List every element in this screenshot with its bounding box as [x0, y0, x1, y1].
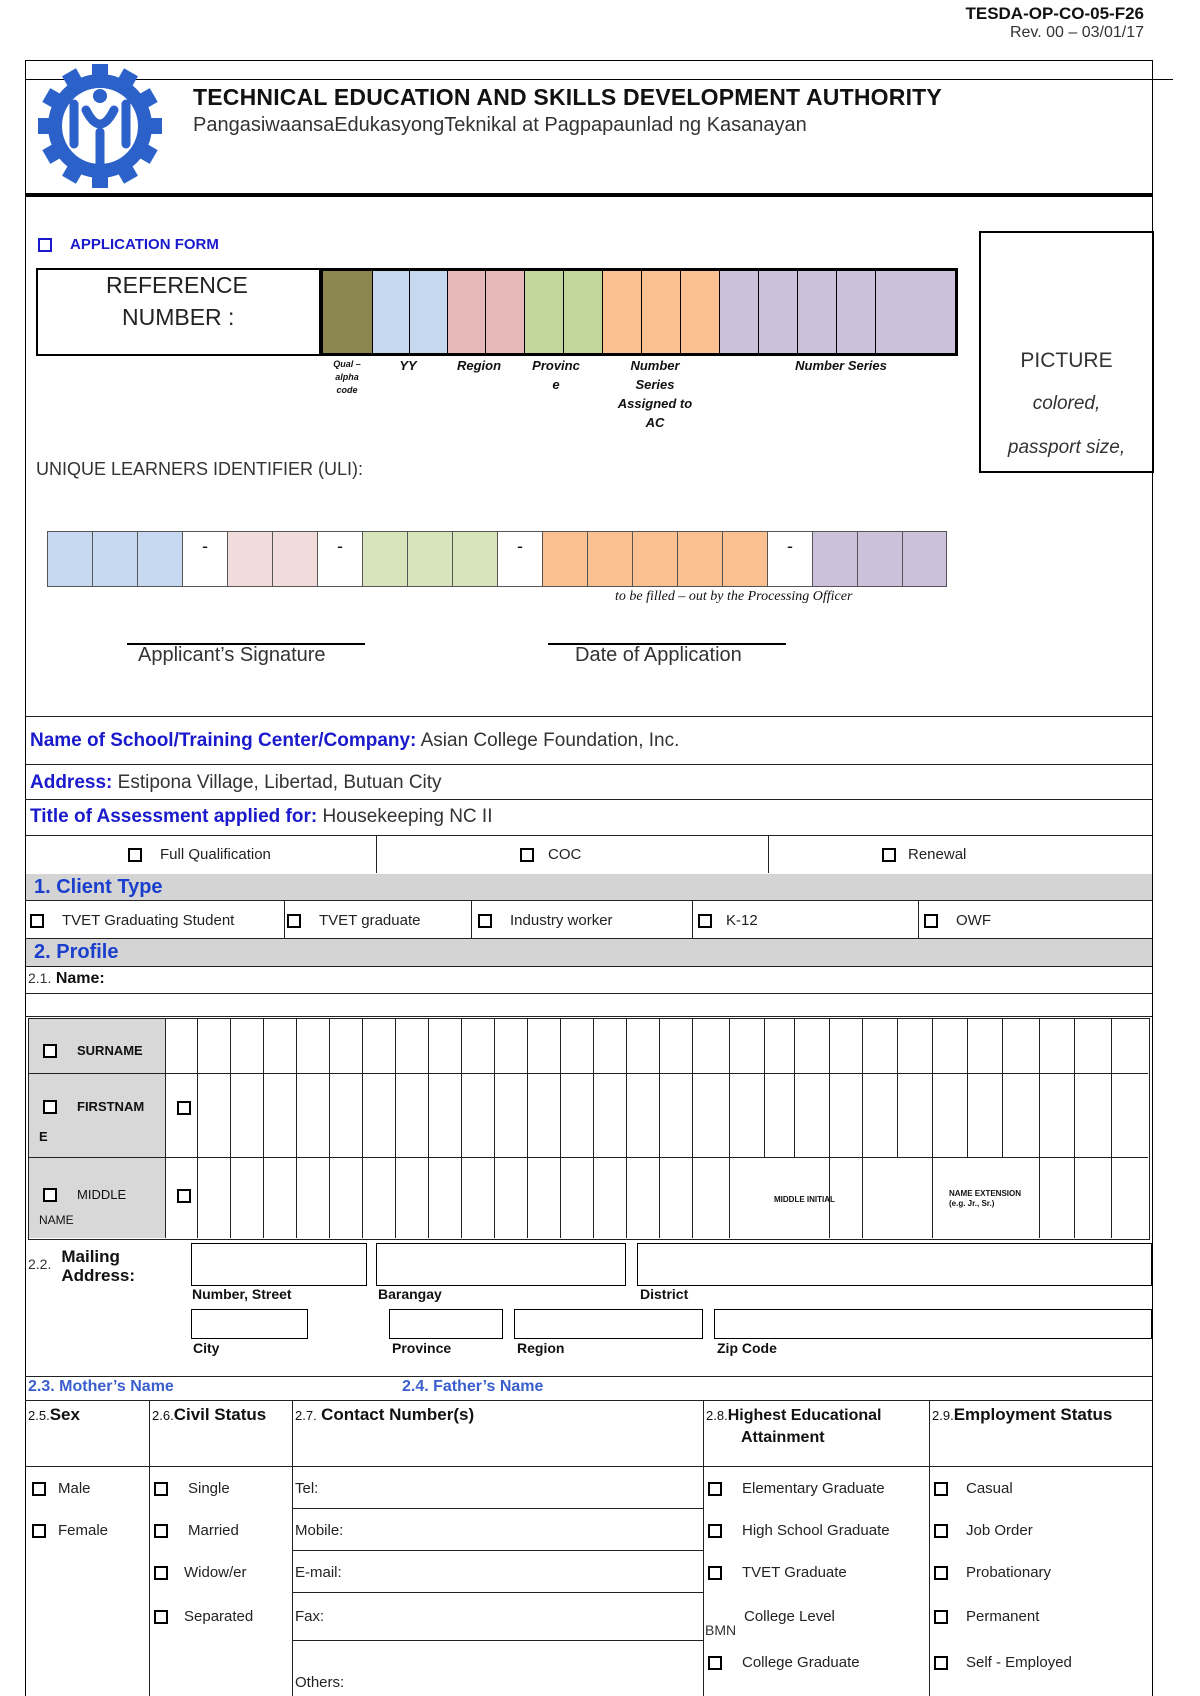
- firstname-label-b: E: [39, 1129, 48, 1144]
- contact-number: 2.7.: [295, 1408, 317, 1423]
- agency-title: TECHNICAL EDUCATION AND SKILLS DEVELOPMENT AUTHORITY: [193, 84, 942, 110]
- civil-separated-label: Separated: [184, 1608, 254, 1625]
- contact-others[interactable]: Others:: [295, 1674, 345, 1691]
- emp-permanent-checkbox[interactable]: [934, 1610, 948, 1624]
- emp-probationary-label: Probationary: [966, 1564, 1052, 1581]
- client-type-heading: 1. Client Type: [26, 874, 1152, 900]
- mail-province-label: Province: [392, 1340, 452, 1356]
- name-grid: [28, 1018, 1150, 1240]
- ref-cell-series-1[interactable]: [720, 271, 759, 353]
- edu-elementary-label: Elementary Graduate: [742, 1480, 885, 1497]
- civil-married-checkbox[interactable]: [154, 1524, 168, 1538]
- edu-college-level-label: College Level: [744, 1608, 835, 1625]
- reference-number-cells[interactable]: [320, 268, 958, 356]
- name-label: Name:: [55, 970, 105, 987]
- agency-subtitle: PangasiwaansaEdukasyongTeknikal at Pagpapaunlad ng Kasanayan: [193, 114, 807, 136]
- date-of-application-label: Date of Application: [575, 644, 742, 666]
- emp-label: Employment Status: [953, 1405, 1113, 1424]
- application-form-label: APPLICATION FORM: [70, 236, 219, 253]
- client-owf-checkbox[interactable]: [924, 914, 938, 928]
- ref-cell-yy-2[interactable]: [410, 271, 448, 353]
- ref-cell-ac-2[interactable]: [642, 271, 681, 353]
- reference-number-label-box: [36, 268, 321, 356]
- sex-male-checkbox[interactable]: [32, 1482, 46, 1496]
- edu-label-1: Highest Educational: [727, 1407, 882, 1424]
- firstname-label-a: FIRSTNAM: [77, 1099, 145, 1114]
- contact-fax[interactable]: Fax:: [295, 1608, 325, 1625]
- edu-college-graduate-label: College Graduate: [742, 1654, 860, 1671]
- mailing-label-2: Address:: [61, 1266, 136, 1285]
- ref-cell-qual[interactable]: [323, 271, 373, 353]
- mailing-number: 2.2.: [28, 1256, 52, 1272]
- uli-cell[interactable]: [453, 532, 498, 586]
- edu-highschool-checkbox[interactable]: [708, 1524, 722, 1538]
- name-extension-line2: (e.g. Jr., Sr.): [949, 1199, 995, 1208]
- uli-dash-cell-2: -: [318, 532, 363, 586]
- picture-title: PICTURE: [1020, 349, 1113, 372]
- uli-dash-cell-3: -: [498, 532, 543, 586]
- ref-cell-yy-1[interactable]: [373, 271, 410, 353]
- uli-cell[interactable]: [93, 532, 138, 586]
- ref-label-ac: Number Series Assigned to AC: [617, 358, 693, 430]
- coc-checkbox[interactable]: [520, 848, 534, 862]
- client-industry-worker-checkbox[interactable]: [478, 914, 492, 928]
- address-label: Address:: [30, 772, 113, 793]
- emp-probationary-checkbox[interactable]: [934, 1566, 948, 1580]
- mail-number-street-label: Number, Street: [192, 1286, 292, 1302]
- applicant-signature-label: Applicant’s Signature: [138, 644, 326, 666]
- sex-female-checkbox[interactable]: [32, 1524, 46, 1538]
- mail-zip-input[interactable]: [714, 1309, 1152, 1339]
- ref-cell-series-2[interactable]: [759, 271, 798, 353]
- tesda-logo: [34, 60, 166, 192]
- edu-handwritten-mark: BMN: [705, 1622, 737, 1638]
- full-qualification-checkbox[interactable]: [128, 848, 142, 862]
- middle-initial-label: MIDDLE INITIAL: [774, 1195, 835, 1204]
- ref-label-number-series: Number Series: [795, 358, 887, 373]
- client-k12-label: K-12: [726, 912, 758, 929]
- edu-tvet-checkbox[interactable]: [708, 1566, 722, 1580]
- mail-city-label: City: [193, 1340, 220, 1356]
- ref-cell-series-5[interactable]: [876, 271, 955, 353]
- ref-label-qual: Qual – alpha code: [333, 359, 361, 395]
- assessment-value[interactable]: Housekeeping NC II: [322, 806, 493, 827]
- civil-single-checkbox[interactable]: [154, 1482, 168, 1496]
- name-number: 2.1.: [28, 970, 52, 986]
- ref-cell-ac-1[interactable]: [603, 271, 642, 353]
- ref-cell-series-4[interactable]: [837, 271, 876, 353]
- uli-cell[interactable]: [903, 532, 946, 586]
- ref-cell-province-1[interactable]: [525, 271, 564, 353]
- ref-label-yy: YY: [399, 358, 417, 373]
- picture-line2: passport size,: [1007, 437, 1126, 458]
- uli-cell[interactable]: [858, 532, 903, 586]
- school-label: Name of School/Training Center/Company:: [30, 730, 417, 751]
- ref-cell-province-2[interactable]: [564, 271, 603, 353]
- contact-label: Contact Number(s): [321, 1405, 475, 1424]
- sex-number: 2.5.: [28, 1408, 50, 1423]
- surname-label: SURNAME: [77, 1043, 143, 1058]
- ref-label-region: Region: [456, 358, 502, 373]
- uli-cell[interactable]: [543, 532, 588, 586]
- client-tvet-graduate-label: TVET graduate: [319, 912, 421, 929]
- father-name-label: 2.4. Father’s Name: [402, 1378, 544, 1395]
- mail-number-street-input[interactable]: [191, 1243, 367, 1286]
- emp-self-employed-label: Self - Employed: [966, 1654, 1072, 1671]
- middlename-checkbox[interactable]: [43, 1188, 57, 1202]
- civil-separated-checkbox[interactable]: [154, 1610, 168, 1624]
- middlename-label-b: NAME: [39, 1213, 74, 1227]
- uli-dash-cell-1: -: [183, 532, 228, 586]
- renewal-label: Renewal: [908, 846, 967, 863]
- civil-widow-label: Widow/er: [184, 1564, 247, 1581]
- renewal-checkbox[interactable]: [882, 848, 896, 862]
- client-k12-checkbox[interactable]: [698, 914, 712, 928]
- mailing-label-1: Mailing: [61, 1247, 120, 1266]
- school-value[interactable]: Asian College Foundation, Inc.: [420, 730, 680, 751]
- ref-cell-series-3[interactable]: [798, 271, 837, 353]
- contact-email[interactable]: E-mail:: [295, 1564, 342, 1581]
- firstname-checkbox[interactable]: [43, 1100, 57, 1114]
- mail-region-input[interactable]: [514, 1309, 703, 1339]
- uli-cell[interactable]: [138, 532, 183, 586]
- coc-label: COC: [548, 846, 582, 863]
- picture-line1: colored,: [1032, 393, 1101, 414]
- emp-job-order-label: Job Order: [966, 1522, 1033, 1539]
- emp-job-order-checkbox[interactable]: [934, 1524, 948, 1538]
- mail-district-input[interactable]: [637, 1243, 1152, 1286]
- middlename-extra-checkbox[interactable]: [177, 1189, 191, 1203]
- civil-married-label: Married: [188, 1522, 239, 1539]
- ref-label-1: REFERENCE: [106, 272, 248, 298]
- uli-cell[interactable]: [723, 532, 768, 586]
- assessment-label: Title of Assessment applied for:: [30, 806, 318, 827]
- mail-city-input[interactable]: [191, 1309, 308, 1339]
- mail-barangay-label: Barangay: [378, 1286, 442, 1302]
- ref-cell-region-2[interactable]: [486, 271, 525, 353]
- uli-cell[interactable]: [813, 532, 858, 586]
- emp-casual-checkbox[interactable]: [934, 1482, 948, 1496]
- picture-box[interactable]: [979, 231, 1154, 473]
- profile-heading: 2. Profile: [26, 939, 1152, 966]
- civil-label: Civil Status: [173, 1405, 267, 1424]
- emp-number: 2.9.: [932, 1408, 954, 1423]
- middlename-label-a: MIDDLE: [77, 1187, 127, 1202]
- ref-label-province: Provinc e: [532, 358, 580, 392]
- full-qualification-label: Full Qualification: [160, 846, 271, 863]
- client-tvet-graduating-checkbox[interactable]: [30, 914, 44, 928]
- uli-cells[interactable]: [47, 531, 947, 587]
- client-industry-worker-label: Industry worker: [510, 912, 613, 929]
- client-tvet-graduate-checkbox[interactable]: [287, 914, 301, 928]
- uli-cell[interactable]: [363, 532, 408, 586]
- address-value[interactable]: Estipona Village, Libertad, Butuan City: [117, 772, 442, 793]
- sex-female-label: Female: [58, 1522, 109, 1539]
- civil-widow-checkbox[interactable]: [154, 1566, 168, 1580]
- emp-casual-label: Casual: [966, 1480, 1013, 1497]
- contact-mobile[interactable]: Mobile:: [295, 1522, 344, 1539]
- name-extension-line1: NAME EXTENSION: [949, 1189, 1022, 1198]
- emp-permanent-label: Permanent: [966, 1608, 1040, 1625]
- uli-label: UNIQUE LEARNERS IDENTIFIER (ULI):: [36, 459, 364, 479]
- mail-barangay-input[interactable]: [376, 1243, 626, 1286]
- uli-cell[interactable]: [48, 532, 93, 586]
- mail-district-label: District: [640, 1286, 689, 1302]
- mail-region-label: Region: [517, 1340, 565, 1356]
- client-owf-label: OWF: [956, 912, 991, 929]
- uli-cell[interactable]: [408, 532, 453, 586]
- emp-self-employed-checkbox[interactable]: [934, 1656, 948, 1670]
- edu-number: 2.8.: [706, 1408, 728, 1423]
- uli-cell[interactable]: [228, 532, 273, 586]
- edu-label-2: Attainment: [741, 1429, 825, 1446]
- edu-elementary-checkbox[interactable]: [708, 1482, 722, 1496]
- ref-cell-region-1[interactable]: [448, 271, 486, 353]
- sex-label: Sex: [49, 1405, 80, 1424]
- application-form-checkbox[interactable]: [38, 238, 52, 252]
- ref-label-2: NUMBER :: [122, 304, 235, 330]
- civil-number: 2.6.: [152, 1408, 174, 1423]
- form-revision: Rev. 00 – 03/01/17: [1009, 24, 1144, 41]
- uli-cell[interactable]: [633, 532, 678, 586]
- edu-college-graduate-checkbox[interactable]: [708, 1656, 722, 1670]
- mother-name-label: 2.3. Mother’s Name: [28, 1378, 174, 1395]
- firstname-extra-checkbox[interactable]: [177, 1101, 191, 1115]
- form-code: TESDA-OP-CO-05-F26: [965, 4, 1144, 23]
- edu-tvet-label: TVET Graduate: [742, 1564, 847, 1581]
- uli-cell[interactable]: [588, 532, 633, 586]
- mail-province-input[interactable]: [389, 1309, 503, 1339]
- edu-highschool-label: High School Graduate: [742, 1522, 890, 1539]
- uli-cell[interactable]: [273, 532, 318, 586]
- contact-tel[interactable]: Tel:: [295, 1480, 319, 1497]
- sex-male-label: Male: [58, 1480, 91, 1497]
- name-extension-label: [949, 1189, 1021, 1209]
- uli-note: to be filled – out by the Processing Officer: [615, 589, 853, 604]
- uli-cell[interactable]: [678, 532, 723, 586]
- mail-zip-label: Zip Code: [717, 1340, 777, 1356]
- civil-single-label: Single: [188, 1480, 230, 1497]
- uli-dash-cell-4: -: [768, 532, 813, 586]
- ref-cell-ac-3[interactable]: [681, 271, 720, 353]
- client-tvet-graduating-label: TVET Graduating Student: [62, 912, 235, 929]
- surname-checkbox[interactable]: [43, 1044, 57, 1058]
